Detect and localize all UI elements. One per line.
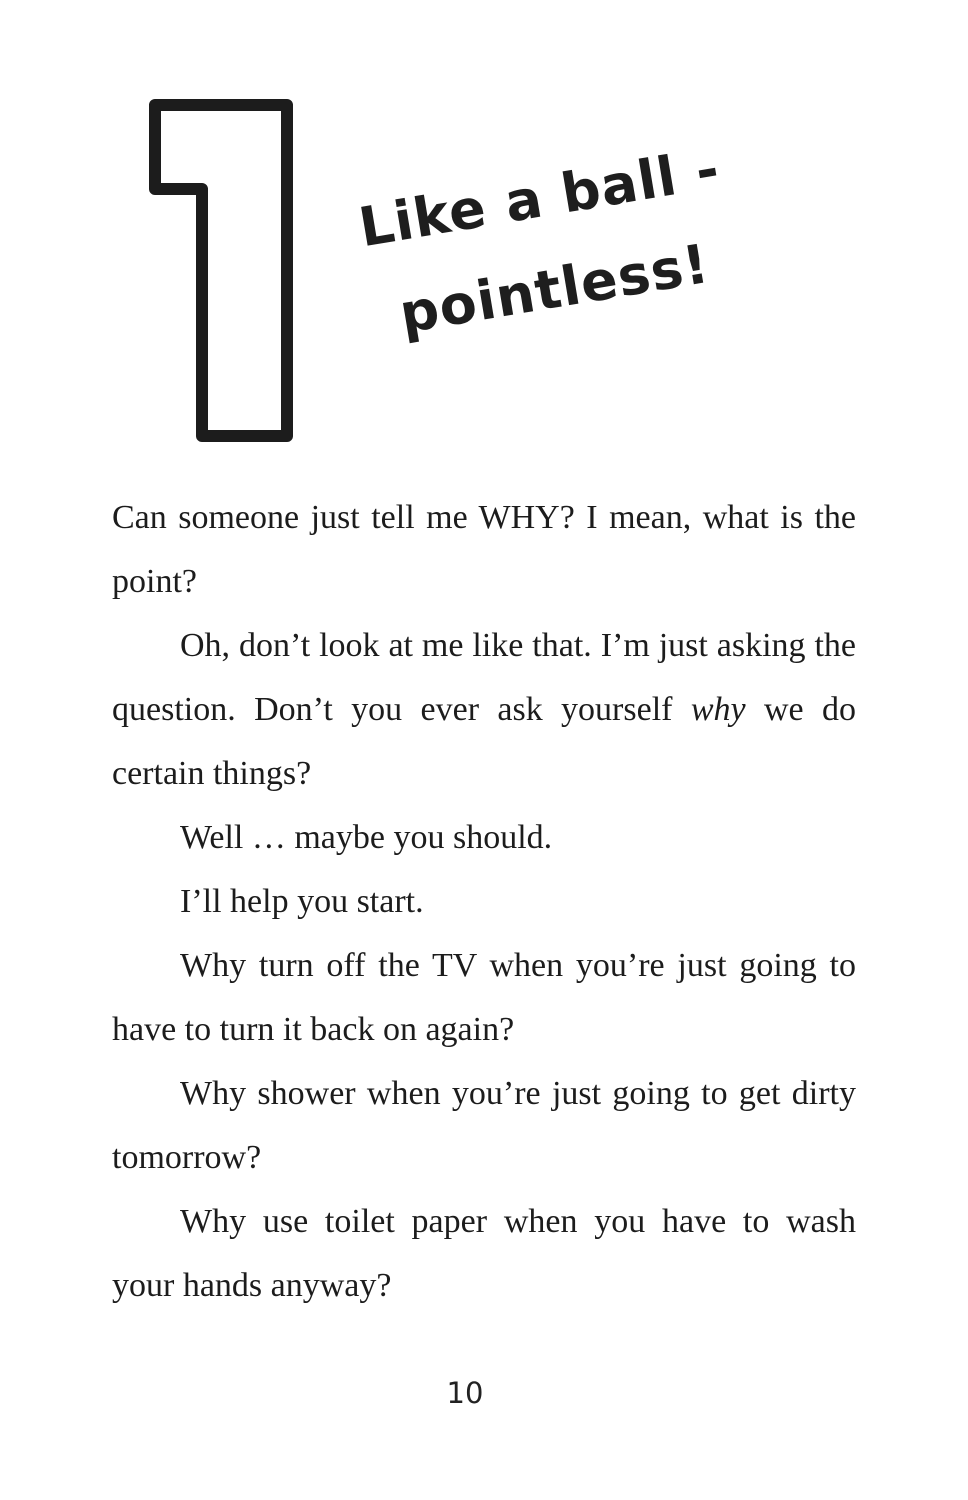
paragraph <box>112 486 856 614</box>
paragraph <box>112 614 856 806</box>
chapter-number-1-glyph <box>142 98 300 443</box>
text-segment: Well … maybe you should. <box>180 819 553 856</box>
text-segment: Can someone just tell me WHY? I mean, what is the point? <box>112 499 856 600</box>
paragraph <box>112 1062 856 1190</box>
paragraph <box>112 870 856 934</box>
paragraph <box>112 1190 856 1318</box>
body-text <box>112 486 856 1318</box>
text-segment: I’ll help you start. <box>180 883 424 920</box>
text-segment: we do certain things? <box>112 691 856 792</box>
page-number: 10 <box>446 1376 484 1410</box>
text-segment: Why use toilet paper when you have to wash your hands anyway? <box>112 1203 856 1304</box>
italic-text-segment: why <box>690 691 746 728</box>
text-segment: Why turn off the TV when you’re just going to have to turn it back on again? <box>112 947 856 1048</box>
chapter-title-line-1: Like a ball - <box>354 137 725 260</box>
text-segment: Why shower when you’re just going to get dirty tomorrow? <box>112 1075 856 1176</box>
chapter-title-line-2: pointless! <box>395 232 714 346</box>
paragraph <box>112 806 856 870</box>
chapter-number <box>142 98 302 443</box>
chapter-number-text <box>142 443 143 444</box>
paragraph <box>112 934 856 1062</box>
text-segment: Oh, don’t look at me like that. I’m just asking the question. Don’t you ever ask yourself <box>112 627 856 728</box>
chapter-title <box>310 116 784 372</box>
